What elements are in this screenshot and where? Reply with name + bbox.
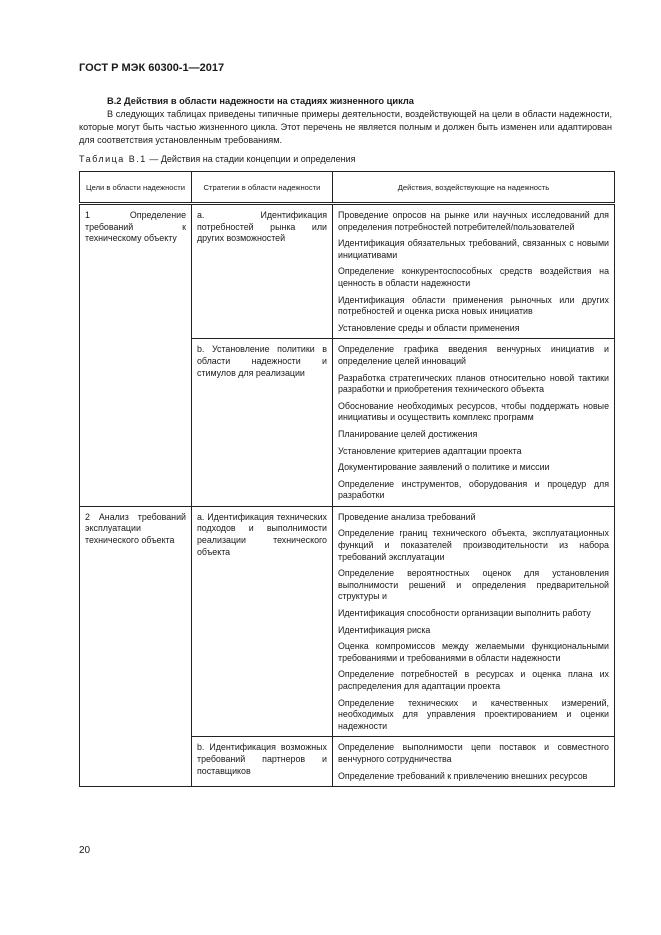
- action-item: Идентификация риска: [338, 624, 431, 635]
- action-item: Определение границ технического объекта, эксплуатационных функций и показателей производительности из набора требований эксплуатации: [338, 528, 609, 562]
- action-item: Определение технических и качественных измерений, необходимых для управления проектированием и оценки надежности: [338, 697, 609, 731]
- action-item: Определение вероятностных оценок для установления выполнимости решений и определения предварительной структуры и: [338, 568, 609, 602]
- strategy-cell: b. Идентификация возможных требований партнеров и поставщиков: [192, 737, 333, 787]
- action-item: Документирование заявлений о политике и миссии: [338, 462, 550, 473]
- action-item: Установление среды и области применения: [338, 322, 520, 333]
- table-caption-text: — Действия на стадии концепции и определения: [146, 154, 356, 164]
- goal-cell: 1 Определение требований к техническому объекту: [80, 204, 192, 507]
- goal-cell: 2 Анализ требований эксплуатации технического объекта: [80, 506, 192, 786]
- table-row: [80, 506, 615, 737]
- actions-cell: [333, 204, 615, 339]
- action-item: Определение конкурентоспособных средств воздействия на ценность в области надежности: [338, 266, 609, 288]
- intro-text: В следующих таблицах приведены типичные примеры деятельности, воздействующей на цели в области надежности, которые могут быть частью жизненного цикла. Этот перечень не является полным и должен быть изменен или адаптирован для соответствия установленным требованиям.: [79, 109, 612, 146]
- table-caption: [79, 154, 356, 164]
- action-item: Определение потребностей в ресурсах и оценка плана их распределения для адаптации проекта: [338, 669, 609, 691]
- action-item: Разработка стратегических планов относительно новой тактики разработки и приобретения технического объекта: [338, 372, 609, 395]
- header-actions: Действия, воздействующие на надежность: [333, 172, 615, 204]
- action-item: Идентификация области применения рыночных или других потребностей и оценка риска новых инициатив: [338, 294, 609, 317]
- table-row: [80, 204, 615, 339]
- header-goals: Цели в области надежности: [80, 172, 192, 204]
- actions-cell: [333, 737, 615, 787]
- section-heading: B.2 Действия в области надежности на стадиях жизненного цикла: [107, 96, 414, 106]
- header-strategies: Стратегии в области надежности: [192, 172, 333, 204]
- strategy-cell: b. Установление политики в области надежности и стимулов для реализации: [192, 339, 333, 507]
- strategy-cell: a. Идентификация технических подходов и выполнимости реализации технического объекта: [192, 506, 333, 737]
- action-item: Установление критериев адаптации проекта: [338, 445, 522, 456]
- action-item: Проведение опросов на рынке или научных исследований для определения потребностей потребителей/пользователей: [338, 210, 609, 232]
- table-header-row: [80, 172, 615, 204]
- action-item: Обоснование необходимых ресурсов, чтобы поддержать новые инициативы и осуществить комплекс программ: [338, 400, 609, 423]
- action-item: Определение инструментов, оборудования и процедур для разработки: [338, 478, 609, 501]
- action-item: Идентификация способности организации выполнить работу: [338, 608, 591, 619]
- action-item: Оценка компромиссов между желаемыми функциональными требованиями и требованиями в области надежности: [338, 641, 609, 663]
- action-item: Определение выполнимости цепи поставок и совместного венчурного сотрудничества: [338, 742, 609, 764]
- page-number: 20: [79, 845, 91, 856]
- actions-cell: [333, 339, 615, 507]
- table-caption-label: Таблица B.1: [79, 154, 147, 164]
- action-item: Определение требований к привлечению внешних ресурсов: [338, 770, 588, 781]
- action-item: Определение графика введения венчурных инициатив и определение целей инноваций: [338, 344, 609, 366]
- actions-cell: [333, 506, 615, 737]
- action-item: Планирование целей достижения: [338, 428, 478, 439]
- action-item: Идентификация обязательных требований, связанных с новыми инициативами: [338, 238, 609, 260]
- strategy-cell: a. Идентификация потребностей рынка или других возможностей: [192, 204, 333, 339]
- document-code: ГОСТ Р МЭК 60300-1—2017: [79, 62, 225, 74]
- intro-paragraph: [79, 108, 612, 148]
- reliability-actions-table: [79, 171, 615, 787]
- action-item: Проведение анализа требований: [338, 511, 476, 522]
